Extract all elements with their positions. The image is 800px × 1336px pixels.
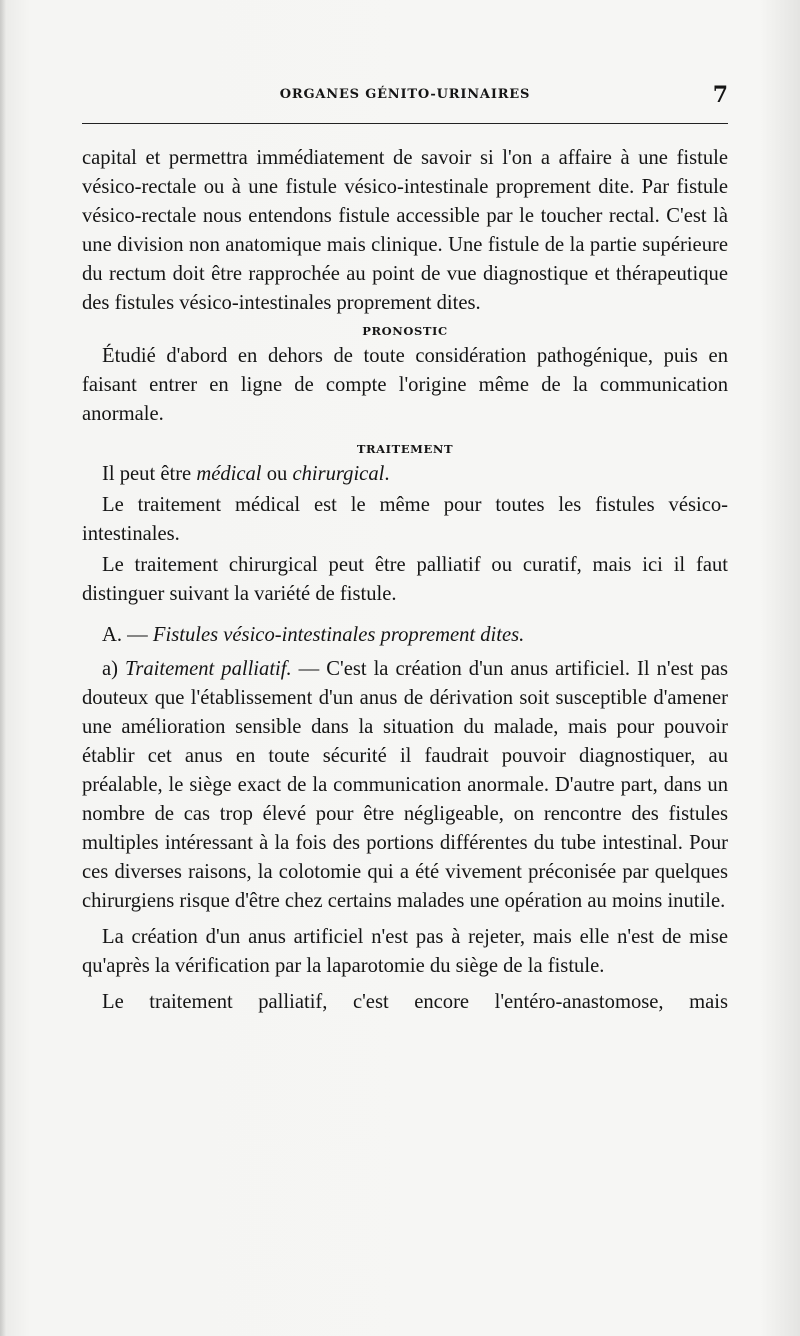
running-title: ORGANES GÉNITO-URINAIRES [279, 87, 531, 102]
section-a-heading [82, 621, 728, 650]
palliative-title: Traitement palliatif. [125, 658, 292, 680]
page-edge-shadow [0, 0, 6, 1336]
section-a-title: Fistules vésico-intestinales proprement dites. [152, 624, 525, 646]
paragraph-pronostic: Étudié d'abord en dehors de toute considération pathogénique, puis en faisant entrer en ligne de compte l'origine même de la communication anormale. [82, 345, 728, 425]
treatment-types-text: Il peut être [102, 463, 197, 485]
section-a-label: A. — [102, 624, 153, 646]
treatment-types-or: ou [261, 463, 293, 485]
treatment-surgical-italic: chirurgical [292, 463, 385, 485]
header-rule [82, 123, 728, 124]
treatment-types-period: . [384, 463, 390, 485]
paragraph-treatment-types [82, 460, 728, 489]
heading-traitement: TRAITEMENT [356, 442, 454, 456]
palliative-label: a) [102, 658, 126, 680]
palliative-text: — C'est la création d'un anus artificiel. Il n'est pas douteux que l'établissement d'un anus de dérivation soit susceptible d'amener une amélioration sensible dans la situation du malade, mais pour pouvoir établir cet anus en toute sécurité il faudrait pouvoir diagnostiquer, au préalable, le siège exact de la communication anormale. D'autre part, dans un nombre de cas trop élevé pour être négligeable, on rencontre des fistules multiples intéressant à la fois des portions différentes du tube intestinal. Pour ces diverses raisons, la colotomie qui a été vivement préconisée par quelques chirurgiens risque d'être chez certains malades une opération au moins inutile. [82, 658, 728, 912]
paragraph-intro: capital et permettra immédiatement de savoir si l'on a affaire à une fistule vésico-rectale ou à une fistule vésico-intestinale proprement dite. Par fistule vésico-rectale nous entendons fistule accessible par le toucher rectal. C'est là une division non anatomique mais clinique. Une fistule de la partie supérieure du rectum doit être rapprochée au point de vue diagnostique et thérapeutique des fistules vésico-intestinales proprement dites. [82, 147, 728, 314]
body-text [82, 144, 728, 1017]
paragraph-surgical-treatment: Le traitement chirurgical peut être palliatif ou curatif, mais ici il faut distinguer suivant la variété de fistule. [82, 554, 728, 605]
page-number: 7 [712, 82, 728, 108]
heading-pronostic: PRONOSTIC [362, 324, 448, 338]
paragraph-artificial-anus: La création d'un anus artificiel n'est pas à rejeter, mais elle n'est de mise qu'après la vérification par la laparotomie du siège de la fistule. [82, 926, 728, 977]
paragraph-entero-anastomose: Le traitement palliatif, c'est encore l'entéro-anastomose, mais [102, 991, 728, 1013]
paragraph-palliative [82, 655, 728, 916]
paragraph-medical-treatment: Le traitement médical est le même pour toutes les fistules vésico-intestinales. [82, 494, 728, 545]
treatment-medical-italic: médical [196, 463, 262, 485]
page-header [82, 84, 728, 110]
